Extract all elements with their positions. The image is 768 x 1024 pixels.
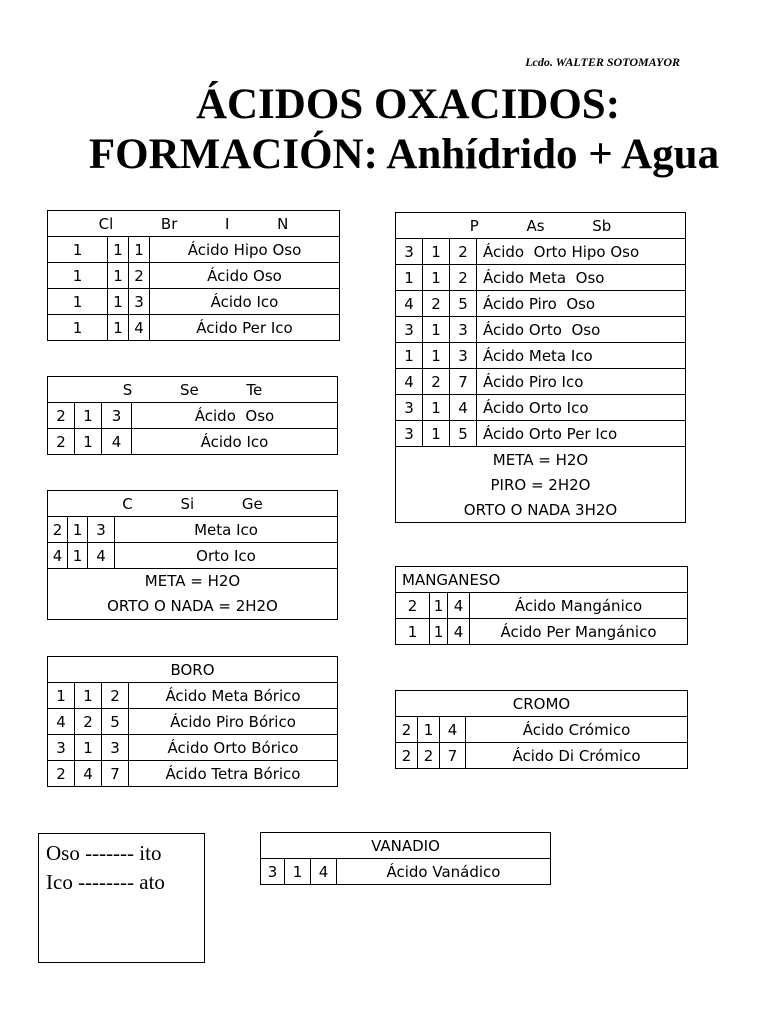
table-row [396,421,686,447]
table-cell: 4 [102,429,132,455]
table-cell: 2 [48,403,75,429]
table-cell: Ácido Orto Oso [477,317,686,343]
table-cell: 4 [448,619,470,645]
table-cell: 2 [75,709,102,735]
table-row [48,735,338,761]
table-note: ORTO O NADA = 2H2O [48,593,338,620]
table-cell: 3 [261,859,285,885]
table-cell: Ácido Di Crómico [466,743,688,769]
table-cell: 2 [396,743,418,769]
cromo-table [395,690,688,769]
table-cell: 3 [450,317,477,343]
table-cell: 5 [450,291,477,317]
table-cell: Ácido Crómico [466,717,688,743]
table-cell: 1 [418,717,440,743]
table-cell: Ácido Vanádico [337,859,551,885]
suffix-rule-ico: Ico -------- ato [46,870,165,894]
table-cell: 1 [396,343,423,369]
table-cell: 4 [129,315,150,341]
table-row [48,517,338,543]
table-cell: Ácido Oso [150,263,340,289]
halogens-table [47,210,340,341]
table-cell: 1 [396,265,423,291]
table-cell: Ácido Mangánico [470,593,688,619]
table-cell: 3 [102,735,129,761]
table-cell: Ácido Per Ico [150,315,340,341]
table-cell: 1 [423,265,450,291]
table-cell: 1 [75,735,102,761]
table-cell: Ácido Tetra Bórico [129,761,338,787]
table-row [396,265,686,291]
table-header: P As Sb [396,213,686,239]
table-cell: 5 [450,421,477,447]
table-row [48,683,338,709]
table-cell: Ácido Meta Oso [477,265,686,291]
table-row [48,429,338,455]
table-cell: 1 [423,395,450,421]
table-note: PIRO = 2H2O [396,472,686,497]
table-cell: 1 [285,859,311,885]
table-cell: 3 [396,395,423,421]
table-header: VANADIO [261,833,551,859]
table-cell: Orto Ico [115,543,338,569]
table-row [48,289,340,315]
table-cell: 1 [108,315,129,341]
table-cell: 4 [48,543,68,569]
table-cell: 3 [450,343,477,369]
table-cell: Ácido Piro Oso [477,291,686,317]
table-cell: 1 [423,343,450,369]
table-cell: 4 [440,717,466,743]
table-cell: 2 [396,593,430,619]
table-cell: 1 [75,429,102,455]
table-cell: Ácido Piro Bórico [129,709,338,735]
table-cell: Ácido Hipo Oso [150,237,340,263]
table-cell: 2 [423,291,450,317]
table-header: MANGANESO [396,567,688,593]
table-cell: 2 [396,717,418,743]
table-cell: 1 [68,543,88,569]
page-title-line1: ÁCIDOS OXACIDOS: [195,81,621,128]
table-cell: 2 [423,369,450,395]
table-row [48,709,338,735]
table-row [396,717,688,743]
table-cell: Ácido Ico [132,429,338,455]
table-row [396,343,686,369]
chalcogens-table [47,376,338,455]
table-header: BORO [48,657,338,683]
table-cell: 4 [396,369,423,395]
pnictogens-table [395,212,686,523]
table-cell: 1 [430,619,448,645]
table-header: S Se Te [48,377,338,403]
table-row [396,317,686,343]
table-cell: 2 [450,265,477,291]
table-row [48,263,340,289]
table-cell: 1 [423,421,450,447]
suffix-rule-box [38,833,205,963]
table-row [396,395,686,421]
table-header: Cl Br I N [48,211,340,237]
table-cell: 2 [129,263,150,289]
table-cell: Ácido Per Mangánico [470,619,688,645]
table-cell: 2 [48,761,75,787]
table-cell: 2 [48,517,68,543]
table-cell: 1 [75,683,102,709]
table-cell: 4 [88,543,115,569]
table-cell: Meta Ico [115,517,338,543]
manganeso-table [395,566,688,645]
table-cell: 3 [102,403,132,429]
table-cell: 4 [396,291,423,317]
table-cell: 2 [48,429,75,455]
table-row [396,593,688,619]
table-cell: 2 [418,743,440,769]
carbon-group-table [47,490,338,620]
author-line: Lcdo. WALTER SOTOMAYOR [525,55,680,69]
table-cell: 3 [396,239,423,265]
page-title-line2: FORMACIÓN: Anhídrido + Agua [88,131,720,178]
table-cell: 1 [48,289,108,315]
table-cell: Ácido Meta Ico [477,343,686,369]
table-cell: 1 [423,239,450,265]
table-cell: 1 [68,517,88,543]
table-row [396,239,686,265]
table-cell: 4 [450,395,477,421]
table-cell: 1 [423,317,450,343]
table-cell: Ácido Orto Bórico [129,735,338,761]
table-cell: 1 [48,683,75,709]
table-row [396,369,686,395]
table-cell: 1 [108,263,129,289]
table-row [396,743,688,769]
table-cell: Ácido Orto Per Ico [477,421,686,447]
table-row [48,237,340,263]
table-cell: 3 [129,289,150,315]
table-cell: Ácido Orto Ico [477,395,686,421]
table-cell: Ácido Orto Hipo Oso [477,239,686,265]
suffix-rule-oso: Oso ------- ito [46,841,162,865]
table-cell: 7 [450,369,477,395]
table-cell: 4 [448,593,470,619]
table-cell: Ácido Piro Ico [477,369,686,395]
table-cell: 1 [108,237,129,263]
table-cell: 1 [48,263,108,289]
table-row [48,315,340,341]
table-note: META = H2O [396,447,686,473]
table-cell: 1 [396,619,430,645]
table-cell: 1 [108,289,129,315]
table-cell: 4 [48,709,75,735]
table-cell: Ácido Ico [150,289,340,315]
table-cell: 3 [88,517,115,543]
table-row [261,859,551,885]
table-cell: 7 [440,743,466,769]
table-cell: 1 [75,403,102,429]
table-cell: 1 [48,315,108,341]
table-cell: 7 [102,761,129,787]
table-cell: 2 [450,239,477,265]
table-cell: 5 [102,709,129,735]
table-note: META = H2O [48,569,338,594]
table-header: CROMO [396,691,688,717]
table-header: C Si Ge [48,491,338,517]
table-cell: 1 [129,237,150,263]
table-cell: Ácido Meta Bórico [129,683,338,709]
table-cell: Ácido Oso [132,403,338,429]
table-cell: 2 [102,683,129,709]
table-cell: 4 [311,859,337,885]
table-row [48,761,338,787]
table-cell: 4 [75,761,102,787]
vanadio-table [260,832,551,885]
table-row [48,543,338,569]
table-cell: 3 [396,317,423,343]
table-row [48,403,338,429]
table-row [396,291,686,317]
table-cell: 3 [48,735,75,761]
boro-table [47,656,338,787]
table-note: ORTO O NADA 3H2O [396,497,686,523]
table-row [396,619,688,645]
table-cell: 1 [48,237,108,263]
table-cell: 1 [430,593,448,619]
table-cell: 3 [396,421,423,447]
